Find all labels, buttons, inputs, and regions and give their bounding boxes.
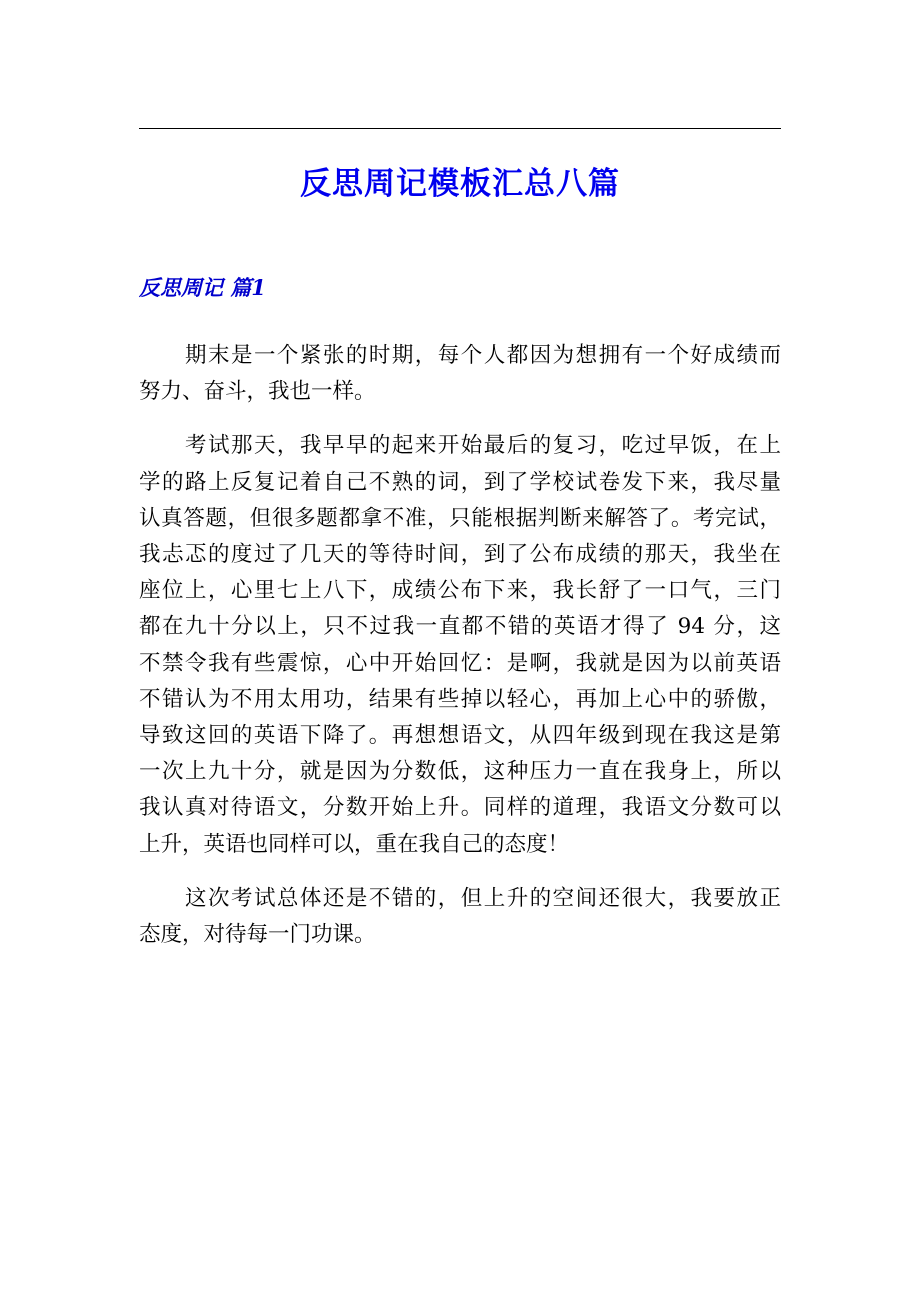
text-line: 座位上，心里七上八下，成绩公布下来，我长舒了一口气，三门 [139, 578, 781, 604]
text-line: 一次上九十分，就是因为分数低，这种压力一直在我身上，所以 [139, 759, 781, 785]
section-heading: 反思周记 篇1 [139, 275, 266, 300]
text-line: 学的路上反复记着自己不熟的词，到了学校试卷发下来，我尽量 [139, 469, 781, 495]
document-body [139, 338, 781, 971]
text-line: 都在九十分以上，只不过我一直都不错的英语才得了 94 分，这 [139, 614, 781, 640]
text-line: 努力、奋斗，我也一样。 [139, 379, 376, 405]
text-line: 考试那天，我早早的起来开始最后的复习，吃过早饭，在上 [185, 433, 781, 459]
text-line: 上升，英语也同样可以，重在我自己的态度！ [139, 831, 570, 857]
document-title: 反思周记模板汇总八篇 [300, 166, 620, 202]
text-line: 态度，对待每一门功课。 [139, 922, 376, 948]
text-line: 认真答题，但很多题都拿不准，只能根据判断来解答了。考完试， [139, 505, 781, 531]
text-line: 导致这回的英语下降了。再想想语文，从四年级到现在我这是第 [139, 723, 781, 749]
header-rule [139, 128, 781, 129]
paragraph [139, 428, 781, 862]
paragraph [139, 338, 781, 410]
text-line: 不禁令我有些震惊，心中开始回忆：是啊，我就是因为以前英语 [139, 650, 781, 676]
text-line: 这次考试总体还是不错的，但上升的空间还很大，我要放正 [185, 885, 781, 911]
paragraph [139, 881, 781, 953]
text-line: 我认真对待语文，分数开始上升。同样的道理，我语文分数可以 [139, 795, 781, 821]
text-line: 期末是一个紧张的时期，每个人都因为想拥有一个好成绩而 [185, 343, 781, 368]
text-line: 我忐忑的度过了几天的等待时间，到了公布成绩的那天，我坐在 [139, 542, 781, 568]
text-line: 不错认为不用太用功，结果有些掉以轻心，再加上心中的骄傲， [139, 686, 781, 712]
